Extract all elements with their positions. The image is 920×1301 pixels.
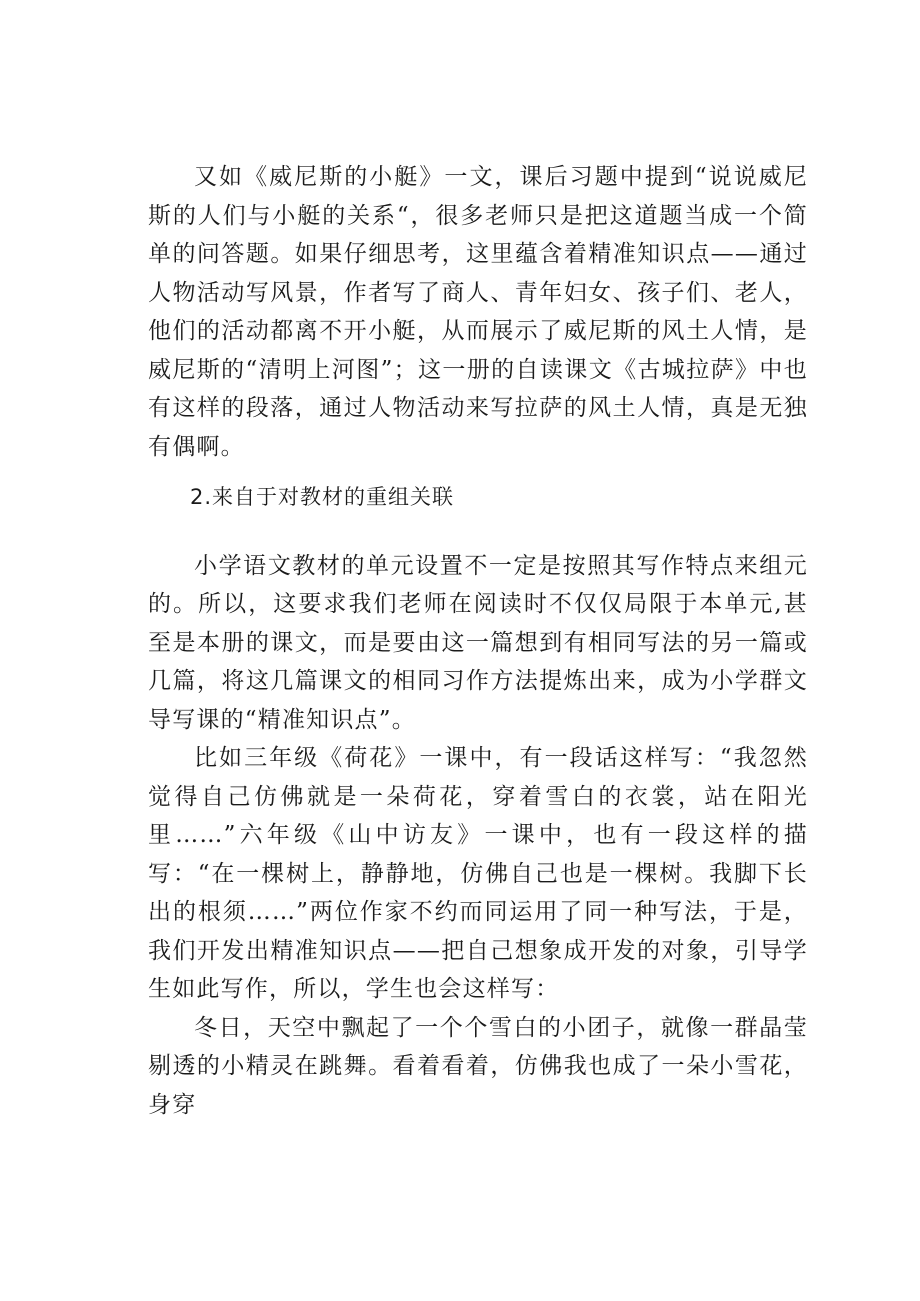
paragraph-textbook-units: 小学语文教材的单元设置不一定是按照其写作特点来组元的。所以，这要求我们老师在阅读时不仅仅局限于本单元,甚至是本册的课文，而是要由这一篇想到有相同写法的另一篇或几篇，将这几篇课文的相同习作方法提炼出来，成为小学群文导写课的“精准知识点”。 — [148, 552, 808, 733]
section-heading: 2.来自于对教材的重组关联 — [190, 485, 455, 509]
paragraph-venice: 又如《威尼斯的小艇》一文，课后习题中提到“说说威尼斯的人们与小艇的关系“，很多老师只是把这道题当成一个简单的问答题。如果仔细思考，这里蕴含着精准知识点——通过人物活动写风景，作者写了商人、青年妇女、孩子们、老人，他们的活动都离不开小艇，从而展示了威尼斯的风土人情，是威尼斯的“清明上河图”；这一册的自读课文《古城拉萨》中也有这样的段落，通过人物活动来写拉萨的风土人情，真是无独有偶啊。 — [148, 164, 808, 460]
paragraph-lotus-example: 比如三年级《荷花》一课中，有一段话这样写：“我忽然觉得自己仿佛就是一朵荷花，穿着雪白的衣裳，站在阳光里……”六年级《山中访友》一课中，也有一段这样的描写：“在一棵树上，静静地，仿佛自己也是一棵树。我脚下长出的根须……”两位作家不约而同运用了同一种写法，于是，我们开发出精准知识点——把自己想象成开发的对象，引导学生如此写作，所以，学生也会这样写： — [148, 745, 808, 1002]
document-body — [148, 158, 808, 1124]
paragraph-student-writing: 冬日，天空中飘起了一个个雪白的小团子，就像一群晶莹剔透的小精灵在跳舞。看着看着，仿佛我也成了一朵小雪花，身穿 — [148, 1014, 808, 1118]
